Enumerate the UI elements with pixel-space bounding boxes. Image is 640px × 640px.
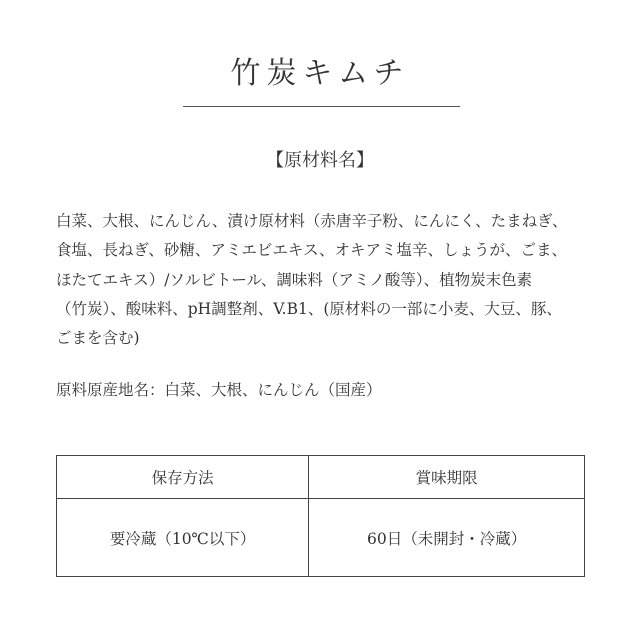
ingredients-line: 白菜、大根、にんじん、漬け原材料（赤唐辛子粉、にんにく、たまねぎ、 (56, 212, 568, 230)
table-row (57, 499, 585, 577)
origin-of-ingredients: 原料原産地名：白菜、大根、にんじん（国産） (56, 381, 382, 399)
table-header-row (57, 456, 585, 499)
ingredients-line: ごまを含む) (56, 329, 140, 348)
product-title: 竹炭キムチ (230, 56, 410, 91)
ingredients-list (56, 207, 596, 353)
title-divider (183, 106, 460, 107)
ingredients-line: ほたてエキス）/ソルビトール、調味料（アミノ酸等）、植物炭末色素 (56, 270, 533, 289)
storage-method-value: 要冷蔵（10℃以下） (57, 499, 309, 577)
ingredients-line: 食塩、長ねぎ、砂糖、アミエビエキス、オキアミ塩辛、しょうが、ごま、 (56, 241, 568, 260)
storage-info-table (56, 455, 585, 577)
best-before-header: 賞味期限 (309, 456, 585, 499)
storage-method-header: 保存方法 (57, 456, 309, 499)
ingredients-line: （竹炭）、酸味料、pH調整剤、V.B1、(原材料の一部に小麦、大豆、豚、 (56, 299, 562, 318)
best-before-value: 60日（未開封・冷蔵） (309, 499, 585, 577)
ingredients-heading: 【原材料名】 (266, 150, 374, 171)
